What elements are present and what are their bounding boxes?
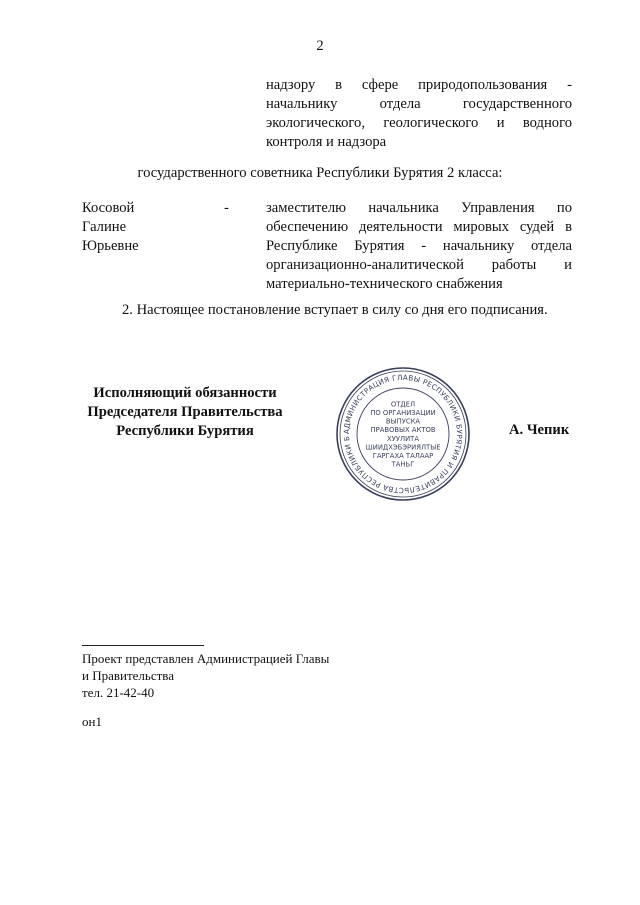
text-line: контроля и надзора (266, 134, 387, 150)
seal-center-line: ПО ОРГАНИЗАЦИИ (370, 409, 436, 417)
seal-center-line: ПРАВОВЫХ АКТОВ (370, 426, 436, 435)
signer-title-line: Республики Бурятия (116, 423, 254, 439)
official-seal-stamp (333, 364, 473, 509)
continued-position-text (266, 76, 572, 152)
footer-divider (82, 645, 204, 646)
footer-line: и Правительства (82, 668, 175, 683)
signer-name: А. Чепик (509, 422, 570, 438)
document-code: он1 (82, 714, 102, 729)
position-line: материально-технического снабжения (266, 276, 503, 292)
class-rank-heading: государственного советника Республики Бурятия 2 класса: (137, 165, 503, 181)
name-line: Косовой (82, 200, 135, 216)
position-line: организационно-аналитической работы и (266, 257, 572, 273)
appointee-position (266, 199, 572, 294)
svg-text:АДМИНИСТРАЦИЯ ГЛАВЫ РЕСПУБЛИКИ: АДМИНИСТРАЦИЯ ГЛАВЫ РЕСПУБЛИКИ БУРЯТИЯ И ПРАВИТЕЛЬСТВА РЕСПУБЛИКИ Б (341, 372, 465, 496)
seal-graphic (333, 364, 473, 504)
signer-title (60, 384, 310, 441)
name-line: Юрьевне (82, 238, 139, 254)
seal-center-line: ТАНЬГ (391, 460, 415, 469)
text-line: надзору в сфере природопользования - (266, 77, 572, 93)
position-line: заместителю начальника Управления по (266, 200, 572, 216)
signer-title-line: Председателя Правительства (87, 404, 283, 420)
name-dash: - (224, 200, 229, 216)
clause-2-text: 2. Настоящее постановление вступает в силу со дня его подписания. (122, 302, 548, 318)
seal-center-line: ШИИДХЭБЭРИЯЛТЫЕ (365, 443, 441, 452)
seal-center-line: ГАРГАХА ТАЛААР (372, 452, 434, 460)
appointee-name (82, 199, 139, 256)
footer-note (82, 650, 329, 701)
name-line: Галине (82, 219, 127, 235)
seal-center-line: ОТДЕЛ (390, 400, 416, 409)
seal-center-line: ХУУЛИТА (387, 434, 419, 443)
text-line: начальнику отдела государственного (266, 96, 572, 112)
signer-title-line: Исполняющий обязанности (93, 385, 277, 401)
page-number: 2 (316, 38, 324, 54)
footer-line: Проект представлен Администрацией Главы (82, 651, 330, 666)
position-line: Республике Бурятия - начальнику отдела (266, 238, 572, 254)
position-line: обеспечению деятельности мировых судей в (266, 219, 572, 235)
footer-phone: тел. 21-42-40 (82, 685, 155, 700)
text-line: экологического, геологического и водного (266, 115, 572, 131)
seal-center-line: ВЫПУСКА (385, 417, 421, 426)
